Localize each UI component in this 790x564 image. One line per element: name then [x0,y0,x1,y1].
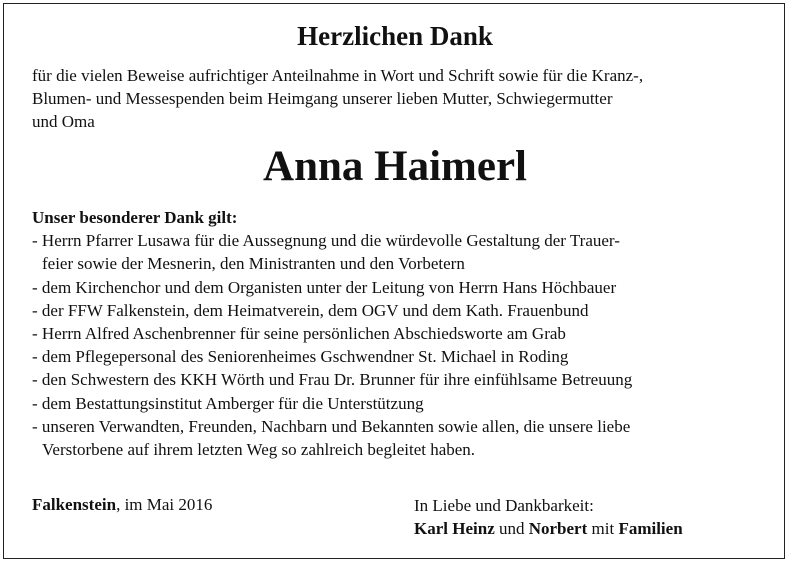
intro-line: Blumen- und Messespenden beim Heimgang unserer lieben Mutter, Schwiegermutter [32,89,613,108]
thanks-item: - dem Pflegepersonal des Seniorenheimes Gschwendner St. Michael in Roding [32,347,569,367]
deceased-name: Anna Haimerl [263,143,527,190]
place-date [32,493,212,516]
signer-name: Norbert [528,519,588,538]
thanks-item: - dem Kirchenchor und dem Organisten unter der Leitung von Herrn Hans Höchbauer [32,277,617,297]
conjunction: mit [587,519,619,538]
thanks-item: - unseren Verwandten, Freunden, Nachbarn und Bekannten sowie allen, die unsere liebe [32,416,631,436]
intro-line: und Oma [32,112,95,131]
thanks-item: - Herrn Pfarrer Lusawa für die Aussegnung und die würdevolle Gestaltung der Trauer- [32,231,620,251]
thanks-list [32,206,772,461]
thanks-item: - der FFW Falkenstein, dem Heimatverein, dem OGV und dem Kath. Frauenbund [32,300,589,320]
thanks-item: - dem Bestattungsinstitut Amberger für die Unterstützung [32,393,424,413]
closing-phrase: In Liebe und Dankbarkeit: [414,496,594,515]
thanks-item-continuation: Verstorbene auf ihrem letzten Weg so zahlreich begleitet haben. [42,440,476,460]
intro-line: für die vielen Beweise aufrichtiger Anteilnahme in Wort und Schrift sowie für die Kranz-, [32,66,644,85]
intro-text [32,64,772,133]
thanks-item: - den Schwestern des KKH Wörth und Frau Dr. Brunner für ihre einfühlsame Betreuung [32,370,633,390]
signature-block [414,494,683,540]
signers [414,517,683,540]
thanks-item-continuation: feier sowie der Mesnerin, den Ministranten und den Vorbetern [42,254,465,274]
notice-title: Herzlichen Dank [297,21,493,51]
date-text: , im Mai 2016 [116,495,213,514]
place-name: Falkenstein [32,495,117,514]
signer-name: Karl Heinz [414,519,495,538]
conjunction: und [494,519,529,538]
thanks-heading: Unser besonderer Dank gilt: [32,208,238,227]
signer-name: Familien [618,519,683,538]
thanks-item: - Herrn Alfred Aschenbrenner für seine persönlichen Abschiedsworte am Grab [32,324,566,344]
